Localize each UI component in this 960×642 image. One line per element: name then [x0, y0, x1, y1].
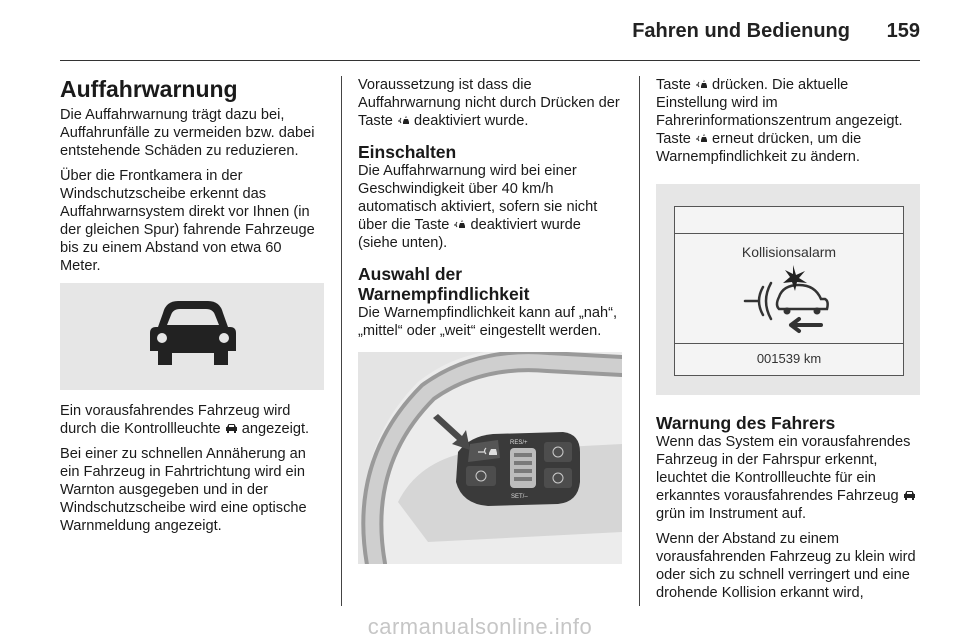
page-header	[0, 0, 960, 62]
column-3	[656, 76, 922, 609]
collision-alert-button-icon	[397, 115, 410, 126]
page-number: 159	[886, 20, 920, 42]
display-screen	[674, 206, 904, 376]
watermark: carmanualsonline.info	[367, 614, 593, 639]
collision-alert-button-icon	[695, 79, 708, 90]
heading-auswahl: Auswahl der Warnempfindlichkeit	[358, 264, 530, 304]
limiter-button[interactable]	[544, 442, 572, 462]
driver-warning-paragraph: Wenn das System ein vorausfahrendes Fahrzeug in der Fahrspur erkennt, leuchtet die Kontrollleuchte für ein erkanntes vorausfahrendes Fahrzeug grün im Instrument auf.	[656, 433, 922, 523]
intro-paragraph: Die Auffahrwarnung trägt dazu bei, Auffahrunfälle zu vermeiden bzw. dabei entstehende Schäden zu reduzieren.	[60, 107, 315, 159]
vehicle-indicator-figure	[60, 283, 324, 390]
vehicle-ahead-icon	[60, 283, 324, 390]
chapter-title: Fahren und Bedienung	[632, 20, 850, 42]
distance-paragraph: Wenn der Abstand zu einem vorausfahrenden Fahrzeug zu klein wird oder sich zu schnell verringert und eine drohende Kollision erkannt wird,	[656, 531, 916, 601]
vehicle-ahead-icon	[225, 423, 238, 434]
header-rule	[60, 60, 920, 61]
indicator-paragraph: Ein vorausfahrendes Fahrzeug wird durch die Kontrollleuchte angezeigt.	[60, 403, 310, 437]
sensitivity-paragraph: Die Warnempfindlichkeit kann auf „nah“, „mittel“ oder „weit“ eingestellt werden.	[358, 305, 618, 339]
warning-paragraph: Bei einer zu schnellen Annäherung an ein Fahrzeug in Fahrtrichtung wird ein Warnton ausgegeben und in der Windschutzscheibe wird eine optische Warnmeldung angezeigt.	[60, 446, 307, 534]
press-button-paragraph: Taste drücken. Die aktuelle Einstellung wird im Fahrerinformationszentrum angezeigt. Taste erneut drücken, um die Warnempfindlichkeit zu ändern.	[656, 77, 903, 165]
activation-paragraph: Die Auffahrwarnung wird bei einer Geschwindigkeit über 40 km/h automatisch aktiviert, sofern sie nicht über die Taste deaktiviert wurde (siehe unten).	[358, 163, 598, 251]
set-label: SET/–	[511, 494, 528, 500]
column-divider-1	[341, 76, 342, 606]
camera-paragraph: Über die Frontkamera in der Windschutzscheibe erkennt das Auffahrwarnsystem direkt vor Ihnen (in der gleichen Spur) fahrende Fahrzeuge bis zu einem Abstand von etwa 60 Meter.	[60, 168, 315, 274]
column-2	[358, 76, 624, 564]
collision-alert-button-icon	[695, 133, 708, 144]
column-1	[60, 76, 324, 542]
collision-alert-icon	[675, 261, 903, 341]
cruise-button[interactable]	[466, 466, 496, 486]
precondition-paragraph: Voraussetzung ist dass die Auffahrwarnung nicht durch Drücken der Taste deaktiviert wurde.	[358, 77, 620, 129]
column-divider-2	[639, 76, 640, 606]
heading-warnung: Warnung des Fahrers	[656, 413, 836, 433]
section-title: Auffahrwarnung	[60, 76, 238, 102]
steering-wheel-figure	[358, 352, 622, 564]
collision-alert-button-icon	[453, 219, 466, 230]
vehicle-ahead-icon	[903, 490, 916, 501]
res-label: RES/+	[510, 440, 528, 446]
heading-einschalten: Einschalten	[358, 142, 457, 162]
distance-button[interactable]	[544, 468, 572, 488]
driver-info-display-figure	[656, 184, 920, 395]
display-title: Kollisionsalarm	[741, 244, 837, 260]
odometer-readout: 001539 km	[756, 351, 822, 366]
